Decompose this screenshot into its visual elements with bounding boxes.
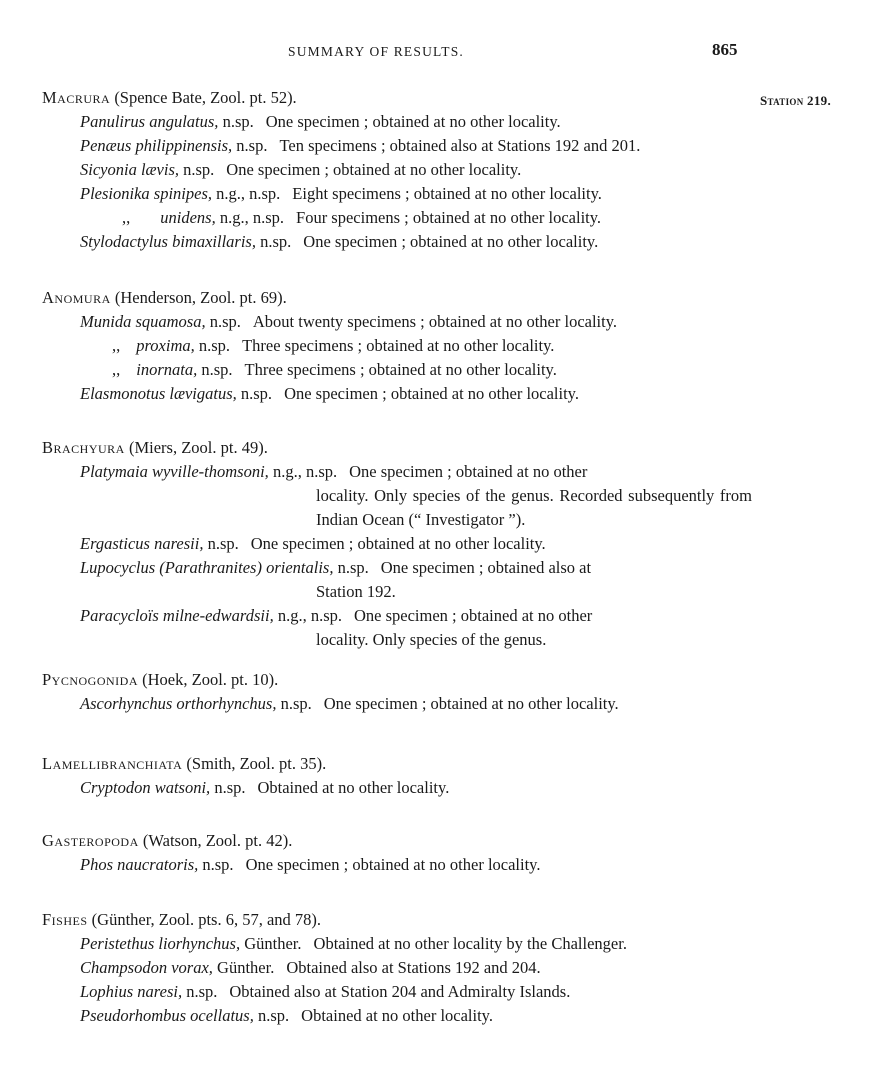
list-item: ,, unidens, n.g., n.sp. Four specimens ; obtained at no other locality. bbox=[122, 208, 602, 227]
section-heading: Pycnogonida (Hoek, Zool. pt. 10). bbox=[42, 670, 279, 689]
section-pycnogonida bbox=[42, 668, 762, 716]
section-lamellibranchiata bbox=[42, 752, 762, 800]
section-heading: Lamellibranchiata (Smith, Zool. pt. 35). bbox=[42, 754, 327, 773]
list-item: Paracycloïs milne-edwardsii, n.g., n.sp. One specimen ; obtained at no other bbox=[80, 606, 593, 625]
list-item: Lophius naresi, n.sp. Obtained also at Station 204 and Admiralty Islands. bbox=[80, 982, 571, 1001]
list-item: Platymaia wyville-thomsoni, n.g., n.sp. One specimen ; obtained at no other bbox=[80, 462, 588, 481]
section-brachyura bbox=[42, 436, 762, 652]
entry-continuation: locality. Only species of the genus. bbox=[316, 630, 547, 649]
entry-continuation: Station 192. bbox=[316, 582, 396, 601]
list-item: Elasmonotus lævigatus, n.sp. One specimen ; obtained at no other locality. bbox=[80, 384, 579, 403]
page-header bbox=[0, 40, 880, 66]
list-item: Peristethus liorhynchus, Günther. Obtained at no other locality by the Challenger. bbox=[80, 934, 627, 953]
list-item: Ascorhynchus orthorhynchus, n.sp. One specimen ; obtained at no other locality. bbox=[80, 694, 619, 713]
list-item: Phos naucratoris, n.sp. One specimen ; obtained at no other locality. bbox=[80, 855, 541, 874]
list-item: ,, proxima, n.sp. Three specimens ; obtained at no other locality. bbox=[112, 336, 555, 355]
section-anomura bbox=[42, 286, 762, 406]
list-item: Munida squamosa, n.sp. About twenty specimens ; obtained at no other locality. bbox=[80, 312, 618, 331]
entry-continuation: locality. Only species of the genus. Recorded subsequently from Indian Ocean (“ Investigator ”). bbox=[316, 486, 752, 529]
section-gasteropoda bbox=[42, 829, 762, 877]
list-item: Sicyonia lævis, n.sp. One specimen ; obtained at no other locality. bbox=[80, 160, 522, 179]
list-item: Plesionika spinipes, n.g., n.sp. Eight specimens ; obtained at no other locality. bbox=[80, 184, 602, 203]
station-label: Station 219. bbox=[760, 93, 832, 108]
running-title: SUMMARY OF RESULTS. bbox=[288, 44, 464, 59]
section-macrura bbox=[42, 86, 762, 254]
list-item: Cryptodon watsoni, n.sp. Obtained at no other locality. bbox=[80, 778, 450, 797]
list-item: Lupocyclus (Parathranites) orientalis, n.sp. One specimen ; obtained also at bbox=[80, 558, 592, 577]
list-item: Stylodactylus bimaxillaris, n.sp. One specimen ; obtained at no other locality. bbox=[80, 232, 599, 251]
section-heading: Gasteropoda (Watson, Zool. pt. 42). bbox=[42, 831, 293, 850]
section-heading: Anomura (Henderson, Zool. pt. 69). bbox=[42, 288, 287, 307]
page-number: 865 bbox=[712, 40, 738, 59]
section-heading: Brachyura (Miers, Zool. pt. 49). bbox=[42, 438, 268, 457]
list-item: ,, inornata, n.sp. Three specimens ; obtained at no other locality. bbox=[112, 360, 557, 379]
list-item: Pseudorhombus ocellatus, n.sp. Obtained at no other locality. bbox=[80, 1006, 493, 1025]
section-heading: Fishes (Günther, Zool. pts. 6, 57, and 78). bbox=[42, 910, 322, 929]
section-heading: Macrura (Spence Bate, Zool. pt. 52). bbox=[42, 88, 297, 107]
list-item: Champsodon vorax, Günther. Obtained also at Stations 192 and 204. bbox=[80, 958, 541, 977]
list-item: Panulirus angulatus, n.sp. One specimen ; obtained at no other locality. bbox=[80, 112, 561, 131]
list-item: Penæus philippinensis, n.sp. Ten specimens ; obtained also at Stations 192 and 201. bbox=[80, 136, 641, 155]
list-item: Ergasticus naresii, n.sp. One specimen ; obtained at no other locality. bbox=[80, 534, 546, 553]
section-fishes bbox=[42, 908, 762, 1028]
